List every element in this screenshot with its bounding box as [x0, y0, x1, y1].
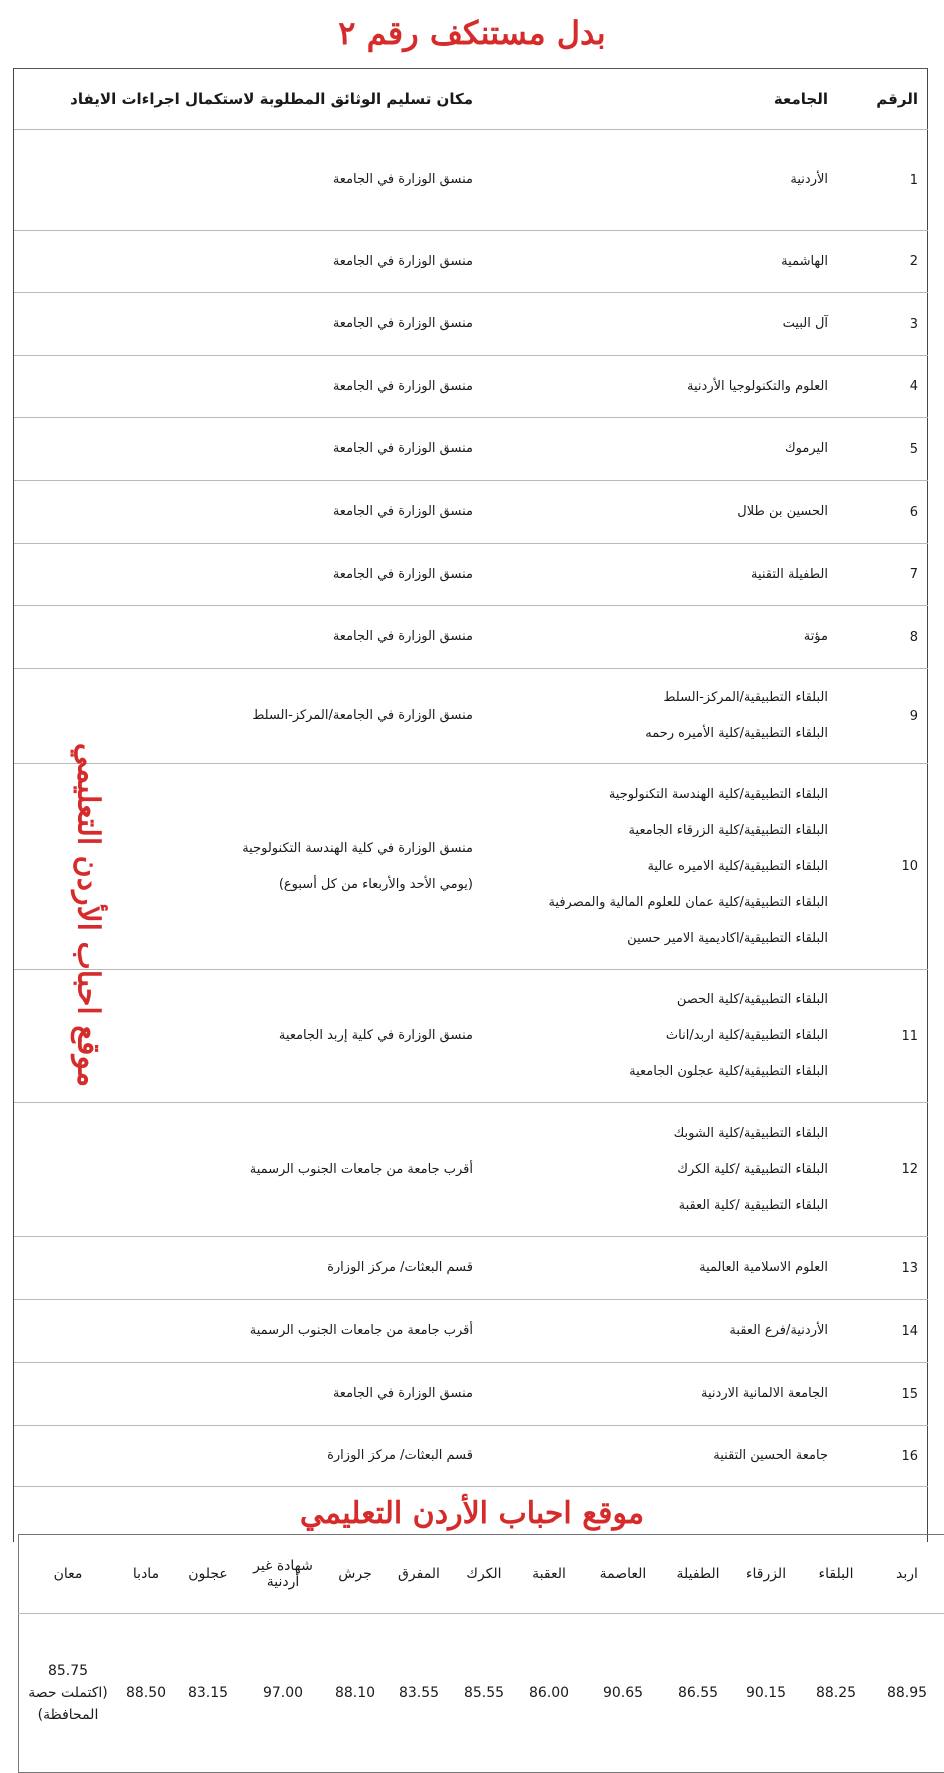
- governorates-values-row: [19, 1614, 944, 1773]
- delivery-place: منسق الوزارة في الجامعة: [14, 619, 473, 655]
- university-cell: [478, 293, 838, 356]
- university-cell: [478, 764, 838, 970]
- row-number: 11: [838, 970, 928, 1103]
- table-row: [14, 544, 928, 606]
- table-row: [14, 231, 928, 293]
- university-cell: [478, 606, 838, 669]
- delivery-place: أقرب جامعة من جامعات الجنوب الرسمية: [14, 1152, 473, 1188]
- place-cell: [14, 231, 478, 293]
- delivery-place: منسق الوزارة في الجامعة: [14, 431, 473, 467]
- row-number: 3: [838, 293, 928, 356]
- governorate-name: المفرق: [385, 1535, 453, 1614]
- university-name: العلوم والتكنولوجيا الأردنية: [478, 369, 828, 405]
- table-header-row: [14, 69, 928, 130]
- delivery-place: منسق الوزارة في كلية الهندسة التكنولوجية: [14, 831, 473, 867]
- place-cell: [14, 1237, 478, 1300]
- watermark-horizontal: موقع احباب الأردن التعليمي: [0, 1496, 944, 1531]
- university-name: البلقاء التطبيقية/كلية الحصن: [478, 982, 828, 1018]
- governorate-min-average: 90.15: [733, 1614, 799, 1773]
- governorate-name: الزرقاء: [733, 1535, 799, 1614]
- universities-table: [14, 68, 928, 1487]
- governorate-name: الكرك: [453, 1535, 515, 1614]
- university-name: اليرموك: [478, 431, 828, 467]
- university-name: البلقاء التطبيقية/كلية الأميره رحمه: [478, 716, 828, 752]
- university-name: آل البيت: [478, 306, 828, 342]
- governorates-table: [18, 1534, 944, 1773]
- governorate-name: معان: [19, 1535, 118, 1614]
- university-cell: [478, 669, 838, 764]
- page-title: بدل مستنكف رقم ٢: [0, 14, 944, 52]
- row-number: 15: [838, 1363, 928, 1426]
- row-number: 13: [838, 1237, 928, 1300]
- delivery-place: منسق الوزارة في الجامعة: [14, 306, 473, 342]
- header-place: مكان تسليم الوثائق المطلوبة لاستكمال اجراءات الايفاد: [14, 69, 478, 130]
- place-cell: [14, 356, 478, 418]
- university-name: البلقاء التطبيقية/كلية الزرقاء الجامعية: [478, 813, 828, 849]
- university-name: الأردنية/فرع العقبة: [478, 1313, 828, 1349]
- table-row: [14, 970, 928, 1103]
- place-cell: [14, 1103, 478, 1237]
- table-row: [14, 1300, 928, 1363]
- row-number: 8: [838, 606, 928, 669]
- governorate-name: العاصمة: [583, 1535, 663, 1614]
- university-name: البلقاء التطبيقية/كلية الشوبك: [478, 1116, 828, 1152]
- university-cell: [478, 544, 838, 606]
- delivery-place: قسم البعثات/ مركز الوزارة: [14, 1438, 473, 1474]
- header-university: الجامعة: [478, 69, 838, 130]
- watermark-vertical: [58, 735, 118, 1095]
- university-cell: [478, 1363, 838, 1426]
- governorate-min-average: 83.15: [175, 1614, 241, 1773]
- university-name: العلوم الاسلامية العالمية: [478, 1250, 828, 1286]
- university-name: البلقاء التطبيقية/اكاديمية الامير حسين: [478, 921, 828, 957]
- university-cell: [478, 970, 838, 1103]
- university-cell: [478, 1103, 838, 1237]
- university-name: الهاشمية: [478, 244, 828, 280]
- university-name: الحسين بن طلال: [478, 494, 828, 530]
- header-number: الرقم: [838, 69, 928, 130]
- table-row: [14, 606, 928, 669]
- delivery-place: منسق الوزارة في الجامعة: [14, 494, 473, 530]
- table-row: [14, 1426, 928, 1487]
- place-cell: [14, 606, 478, 669]
- university-cell: [478, 1300, 838, 1363]
- university-name: الطفيلة التقنية: [478, 557, 828, 593]
- governorate-min-average: 90.65: [583, 1614, 663, 1773]
- delivery-place: منسق الوزارة في الجامعة/المركز-السلط: [14, 698, 473, 734]
- university-name: البلقاء التطبيقية /كلية العقبة: [478, 1188, 828, 1224]
- table-row: [14, 130, 928, 231]
- university-cell: [478, 418, 838, 481]
- governorate-name: العقبة: [515, 1535, 583, 1614]
- governorate-min-average: 88.25: [799, 1614, 873, 1773]
- row-number: 6: [838, 481, 928, 544]
- governorate-min-average: 88.10: [325, 1614, 385, 1773]
- table-row: [14, 293, 928, 356]
- delivery-place: منسق الوزارة في الجامعة: [14, 1376, 473, 1412]
- governorates-header-row: [19, 1535, 944, 1614]
- university-name: البلقاء التطبيقية/كلية عجلون الجامعية: [478, 1054, 828, 1090]
- place-cell: [14, 481, 478, 544]
- university-cell: [478, 356, 838, 418]
- place-cell: [14, 1426, 478, 1487]
- delivery-place: منسق الوزارة في الجامعة: [14, 369, 473, 405]
- delivery-place: (يومي الأحد والأربعاء من كل أسبوع): [14, 867, 473, 903]
- governorates-table-body: [19, 1535, 944, 1773]
- row-number: 12: [838, 1103, 928, 1237]
- row-number: 7: [838, 544, 928, 606]
- delivery-place: منسق الوزارة في كلية إربد الجامعية: [14, 1018, 473, 1054]
- university-cell: [478, 481, 838, 544]
- governorate-min-average: 85.55: [453, 1614, 515, 1773]
- governorate-min-average: 85.75 (اكتملت حصة المحافظة): [19, 1614, 118, 1773]
- watermark-vertical-text: موقع احباب الأردن التعليمي: [71, 743, 106, 1087]
- universities-table-body: [14, 69, 928, 1487]
- governorate-min-average: 83.55: [385, 1614, 453, 1773]
- place-cell: [14, 293, 478, 356]
- governorate-min-average: 86.00: [515, 1614, 583, 1773]
- delivery-place: قسم البعثات/ مركز الوزارة: [14, 1250, 473, 1286]
- row-number: 1: [838, 130, 928, 231]
- table-row: [14, 669, 928, 764]
- university-name: البلقاء التطبيقية/كلية عمان للعلوم المالية والمصرفية: [478, 885, 828, 921]
- governorate-name: جرش: [325, 1535, 385, 1614]
- row-number: 4: [838, 356, 928, 418]
- row-number: 10: [838, 764, 928, 970]
- university-cell: [478, 130, 838, 231]
- university-cell: [478, 1426, 838, 1487]
- university-name: البلقاء التطبيقية/كلية الهندسة التكنولوجية: [478, 777, 828, 813]
- place-cell: [14, 130, 478, 231]
- table-row: [14, 1103, 928, 1237]
- table-row: [14, 418, 928, 481]
- delivery-place: منسق الوزارة في الجامعة: [14, 244, 473, 280]
- governorate-name: الطفيلة: [663, 1535, 733, 1614]
- place-cell: [14, 418, 478, 481]
- governorate-min-average: 88.95: [873, 1614, 941, 1773]
- governorate-name: عجلون: [175, 1535, 241, 1614]
- table-row: [14, 481, 928, 544]
- row-number: 5: [838, 418, 928, 481]
- university-name: مؤتة: [478, 619, 828, 655]
- university-name: البلقاء التطبيقية/كلية الاميره عالية: [478, 849, 828, 885]
- university-cell: [478, 1237, 838, 1300]
- governorate-name: مادبا: [117, 1535, 175, 1614]
- university-name: البلقاء التطبيقية/كلية اربد/اناث: [478, 1018, 828, 1054]
- university-name: البلقاء التطبيقية/المركز-السلط: [478, 680, 828, 716]
- table-row: [14, 356, 928, 418]
- governorate-name: البلقاء: [799, 1535, 873, 1614]
- table-row: [14, 1237, 928, 1300]
- university-cell: [478, 231, 838, 293]
- table-row: [14, 764, 928, 970]
- row-number: 2: [838, 231, 928, 293]
- delivery-place: أقرب جامعة من جامعات الجنوب الرسمية: [14, 1313, 473, 1349]
- table-row: [14, 1363, 928, 1426]
- place-cell: [14, 1363, 478, 1426]
- university-name: الأردنية: [478, 162, 828, 198]
- university-name: جامعة الحسين التقنية: [478, 1438, 828, 1474]
- row-number: 14: [838, 1300, 928, 1363]
- governorate-min-average: 97.00: [241, 1614, 325, 1773]
- university-name: البلقاء التطبيقية /كلية الكرك: [478, 1152, 828, 1188]
- place-cell: [14, 544, 478, 606]
- row-number: 16: [838, 1426, 928, 1487]
- university-name: الجامعة الالمانية الاردنية: [478, 1376, 828, 1412]
- delivery-place: منسق الوزارة في الجامعة: [14, 162, 473, 198]
- governorate-min-average: 88.50: [117, 1614, 175, 1773]
- delivery-place: منسق الوزارة في الجامعة: [14, 557, 473, 593]
- governorate-name: شهادة غير أردنية: [241, 1535, 325, 1614]
- row-number: 9: [838, 669, 928, 764]
- governorate-name: اربد: [873, 1535, 941, 1614]
- place-cell: [14, 1300, 478, 1363]
- governorate-min-average: 86.55: [663, 1614, 733, 1773]
